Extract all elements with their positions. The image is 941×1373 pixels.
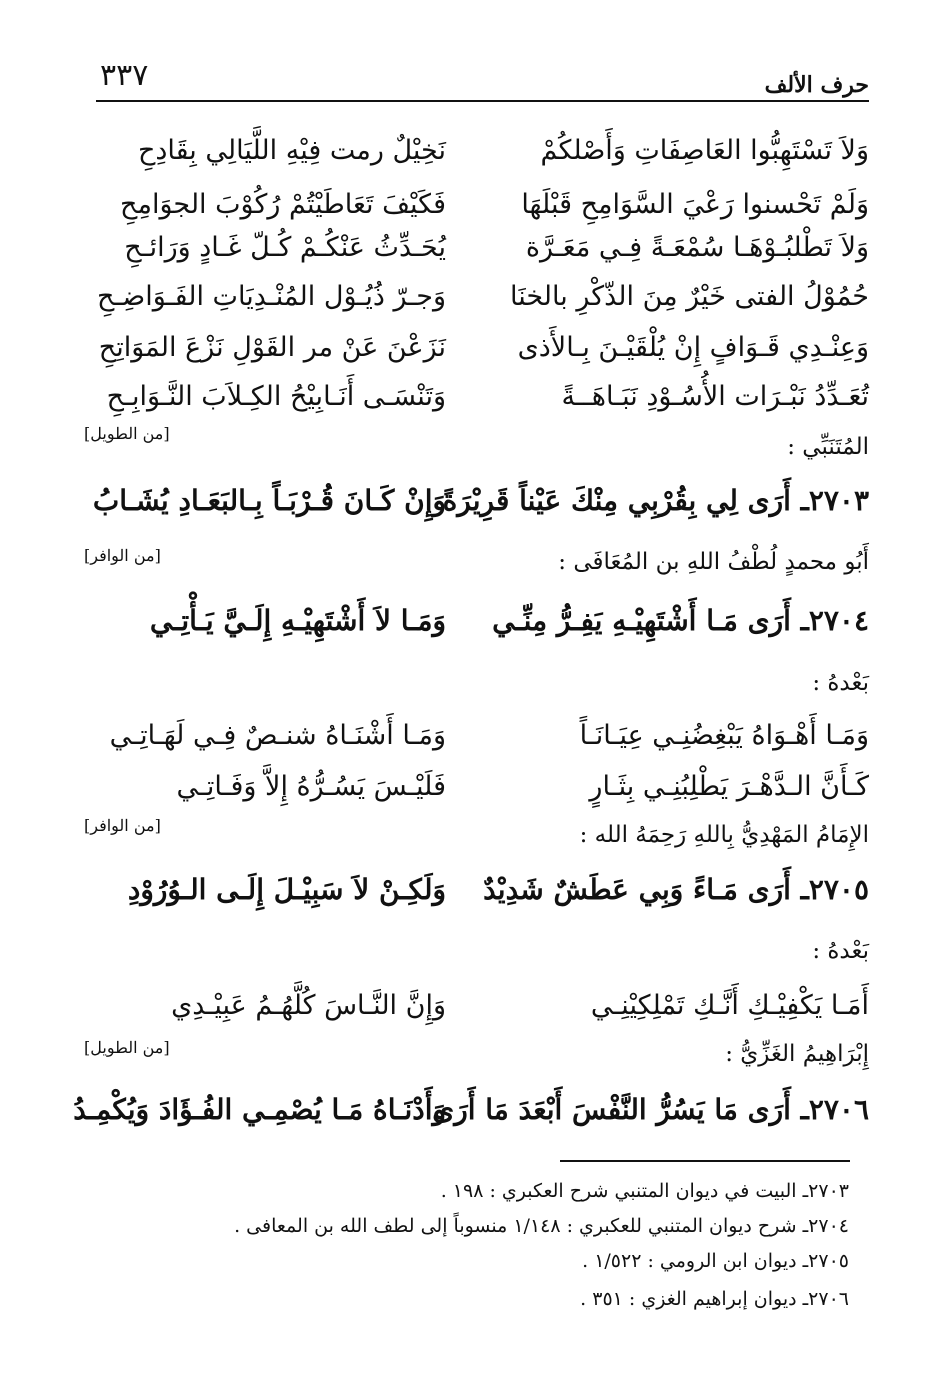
verse-first-hemistich: وَلاَ تَسْتَهِبُّوا العَاصِفَاتِ وَأَصْلكُمْ — [540, 134, 869, 166]
verse-second-hemistich: نَزَعْنَ عَنْ مر القَوْلِ نَزْعَ المَوَاتِحِ — [98, 331, 446, 363]
meter-label: [من الطويل] — [84, 424, 170, 443]
footnote: ٢٧٠٥ـ ديوان ابن الرومي : ١/٥٢٢ . — [582, 1250, 849, 1272]
verse — [96, 982, 869, 1028]
numbered-verse — [73, 1086, 869, 1132]
chapter-title: حرف الألف — [764, 72, 869, 98]
numbered-verse — [92, 477, 869, 523]
verse-first-hemistich: ٢٧٠٣ـ أَرَى لِي بِقُرْبِي مِنْكَ عَيْناً قَرِيْرَةً — [442, 483, 869, 517]
verse-second-hemistich: نَخِيْلٌ رمت فِيْهِ اللَّيَالِي بِقَادِحِ — [137, 134, 446, 166]
verse-first-hemistich: وَعِنْـدِي قَـوَافٍ إِنْ يُلْقَيْـنَ بِـالأَذى — [517, 331, 869, 363]
verse-second-hemistich: وَمَـا لاَ أَشْتَهِيْـهِ إِلَـيَّ يَـأْتِـي — [149, 603, 446, 637]
verse-first-hemistich: وَلَمْ تَحْسنوا رَعْيَ السَّوَامِحِ قَبْلَهَا — [521, 188, 869, 220]
verse — [96, 181, 869, 227]
verse-first-hemistich: كَـأَنَّ الـدَّهْـرَ يَطْلِبُنِـي بِثَـارٍ — [589, 770, 869, 802]
verse — [96, 224, 869, 270]
header-divider — [96, 100, 869, 102]
verse-first-hemistich: وَلاَ تَطْلبُـوْهَـا سُمْعَـةً فِـي مَعَـرَّة — [525, 231, 869, 263]
verse-second-hemistich: وَأَدْنَـاهُ مَـا يُصْمِـي الفُـؤَادَ وَيُكْمِـدُ — [73, 1092, 446, 1126]
verse-second-hemistich: وَجـرّ ذُيُـوْل المُنْـدِيَاتِ الفَـوَاضِـحِ — [96, 280, 446, 312]
verse-second-hemistich: وَلَكِـنْ لاَ سَبِيْـلَ إِلَـى الـوُرُوْدِ — [127, 872, 446, 906]
poet-name: الإِمَامُ المَهْدِيُّ بِاللهِ رَحِمَهُ الله : — [579, 822, 869, 848]
footnote: ٢٧٠٣ـ البيت في ديوان المتنبي شرح العكبري : ١٩٨ . — [440, 1180, 849, 1202]
meter-label: [من الوافر] — [84, 816, 161, 835]
verse-first-hemistich: تُعَـدِّدُ نَبْـرَات الأُسُـوْدِ نَبَـاهَــةً — [561, 380, 869, 412]
footnote: ٢٧٠٤ـ شرح ديوان المتنبي للعكبري : ١/١٤٨ منسوباً إلى لطف الله بن المعافى . — [234, 1215, 849, 1237]
verse — [96, 273, 869, 319]
poet-name: إِبْرَاهِيمُ الغَزِّيُّ : — [725, 1041, 869, 1067]
verse-first-hemistich: وَمَـا أَهْـوَاهُ يَبْغِضُنِـي عِيَـانَـاً — [579, 719, 869, 751]
verse-second-hemistich: يُحَـدِّثُ عَنْكُـمْ كُـلّ غَـادٍ وَرَائـحِ — [124, 231, 446, 263]
verse-second-hemistich: وَمَـا أَشْنَـاهُ شنـصٌ فِـي لَهَـاتِـي — [109, 719, 446, 751]
verse-first-hemistich: ٢٧٠٥ـ أَرَى مَـاءً وَبِي عَطَشٌ شَدِيْدٌ — [483, 872, 869, 906]
numbered-verse — [96, 597, 869, 643]
verse-second-hemistich: فَكَيْفَ تَعَاطَيْتُمْ رُكُوْبَ الجوَامِحِ — [120, 188, 446, 220]
verse-second-hemistich: وَإِنَّ النَّـاسَ كُلَّهُـمُ عَبِيْـدِي — [171, 989, 446, 1021]
footnote: ٢٧٠٦ـ ديوان إبراهيم الغزي : ٣٥١ . — [580, 1288, 849, 1310]
verse-second-hemistich: وَإِنْ كَـانَ قُـرْبَـاً بِـالبَعَـادِ يُشَـابُ — [92, 483, 446, 517]
poet-name: أَبُو محمدٍ لُطْفُ اللهِ بن المُعَافَى : — [558, 549, 869, 575]
footnote-divider — [560, 1160, 850, 1162]
verse — [96, 373, 869, 419]
verse-first-hemistich: حُمُوْلُ الفتى خَيْرٌ مِنَ الذّكْرِ بالخنَا — [510, 280, 869, 312]
verse-first-hemistich: ٢٧٠٤ـ أَرَى مَـا أَشْتَهِيْـهِ يَفِـرُّ مِنِّـي — [492, 603, 869, 637]
after-label: بَعْدهُ : — [812, 670, 869, 696]
meter-label: [من الوافر] — [84, 546, 161, 565]
verse-second-hemistich: فَلَيْـسَ يَسُـرُّهُ إِلاَّ وَفَـاتِـي — [176, 770, 446, 802]
verse — [96, 324, 869, 370]
meter-label: [من الطويل] — [84, 1038, 170, 1057]
poet-name: المُتَنَبِّي : — [787, 434, 869, 460]
verse — [96, 712, 869, 758]
verse — [96, 763, 869, 809]
page-number: ٣٣٧ — [100, 58, 149, 93]
after-label: بَعْدهُ : — [812, 938, 869, 964]
verse-first-hemistich: أَمَـا يَكْفِيْـكِ أَنَّـكِ تَمْلِكِيْنِـي — [590, 989, 869, 1021]
verse-second-hemistich: وَتَنْسَـى أَنَـابِيْحُ الكِـلاَبَ النَّـوَابِـحِ — [106, 380, 446, 412]
verse-first-hemistich: ٢٧٠٦ـ أَرَى مَا يَسُرُّ النَّفْسَ أَبْعَدَ مَا أَرَى — [432, 1092, 869, 1126]
numbered-verse — [96, 866, 869, 912]
verse — [96, 127, 869, 173]
